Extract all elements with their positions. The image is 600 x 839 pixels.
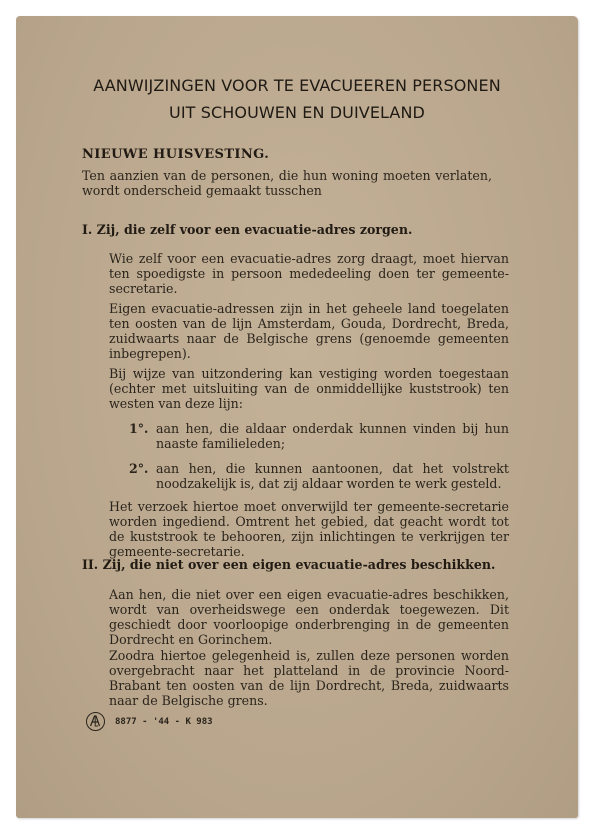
part-2-heading bbox=[82, 557, 495, 572]
part-1-paragraph-3-text: Bij wijze van uitzondering kan vestiging worden toegestaan (echter met uitsluiting van de onmiddellijke kuststrook) ten westen van deze lijn: bbox=[109, 366, 509, 411]
part-1-paragraph-4 bbox=[109, 499, 509, 559]
part-1-paragraph-2-text: Eigen evacuatie-adressen zijn in het geheele land toegelaten ten oosten van de lijn Amsterdam, Gouda, Dordrecht, Breda, zuidwaarts naar de Belgische grens (genoemde gemeenten inbegrepen). bbox=[109, 301, 509, 361]
part-1-title: Zij, die zelf voor een evacuatie-adres zorgen. bbox=[96, 222, 413, 237]
part-2-paragraph-2 bbox=[109, 648, 509, 708]
part-2-paragraph-1-text: Aan hen, die niet over een eigen evacuatie-adres beschikken, wordt van overheidswege een onderdak toegewezen. Dit geschiedt door voorloopige onderbrenging in de gemeenten Dordrecht en Gorinchem. bbox=[109, 587, 509, 647]
print-footer bbox=[86, 712, 213, 731]
part-1-paragraph-1 bbox=[109, 251, 509, 296]
part-2-title: Zij, die niet over een eigen evacuatie-adres beschikken. bbox=[102, 557, 496, 572]
part-1-number: I. bbox=[82, 222, 93, 237]
intro-paragraph bbox=[82, 168, 492, 198]
document-title-line-1: AANWIJZINGEN VOOR TE EVACUEEREN PERSONEN bbox=[93, 76, 501, 95]
intro-text: Ten aanzien van de personen, die hun woning moeten verlaten, wordt onderscheid gemaakt tusschen bbox=[82, 168, 492, 198]
document-title-line-2: UIT SCHOUWEN EN DUIVELAND bbox=[169, 103, 425, 122]
part-1-heading bbox=[82, 222, 412, 237]
list-item-2: aan hen, die kunnen aantoonen, dat het volstrekt noodzakelijk is, dat zij aldaar worden te werk gesteld. bbox=[156, 461, 509, 491]
part-1-paragraph-1-text: Wie zelf voor een evacuatie-adres zorg draagt, moet hiervan ten spoedigste in persoon mededeeling doen ter gemeente-secretarie. bbox=[109, 251, 509, 296]
list-marker-2: 2°. bbox=[129, 461, 149, 476]
print-code: 8877 - '44 - K 983 bbox=[115, 716, 213, 727]
list-item-1: aan hen, die aldaar onderdak kunnen vinden bij hun naaste familieleden; bbox=[156, 421, 509, 451]
part-1-paragraph-3 bbox=[109, 366, 509, 411]
ab-printer-logo-icon bbox=[86, 712, 105, 731]
part-2-paragraph-2-text: Zoodra hiertoe gelegenheid is, zullen deze personen worden overgebracht naar het platteland in de provincie Noord-Brabant ten oosten van de lijn Dordrecht, Breda, zuidwaarts naar de Belgische grens. bbox=[109, 648, 509, 708]
list-marker-1: 1°. bbox=[129, 421, 149, 436]
document-page bbox=[16, 16, 578, 818]
part-2-paragraph-1 bbox=[109, 587, 509, 647]
part-1-paragraph-4-text: Het verzoek hiertoe moet onverwijld ter gemeente-secretarie worden ingediend. Omtrent het gebied, dat geacht wordt tot de kuststrook te behooren, zijn inlichtingen te verkrijgen ter gemeente-secretarie. bbox=[109, 499, 509, 559]
part-1-paragraph-2 bbox=[109, 301, 509, 361]
section-heading: NIEUWE HUISVESTING. bbox=[82, 147, 270, 162]
part-2-number: II. bbox=[82, 557, 99, 572]
